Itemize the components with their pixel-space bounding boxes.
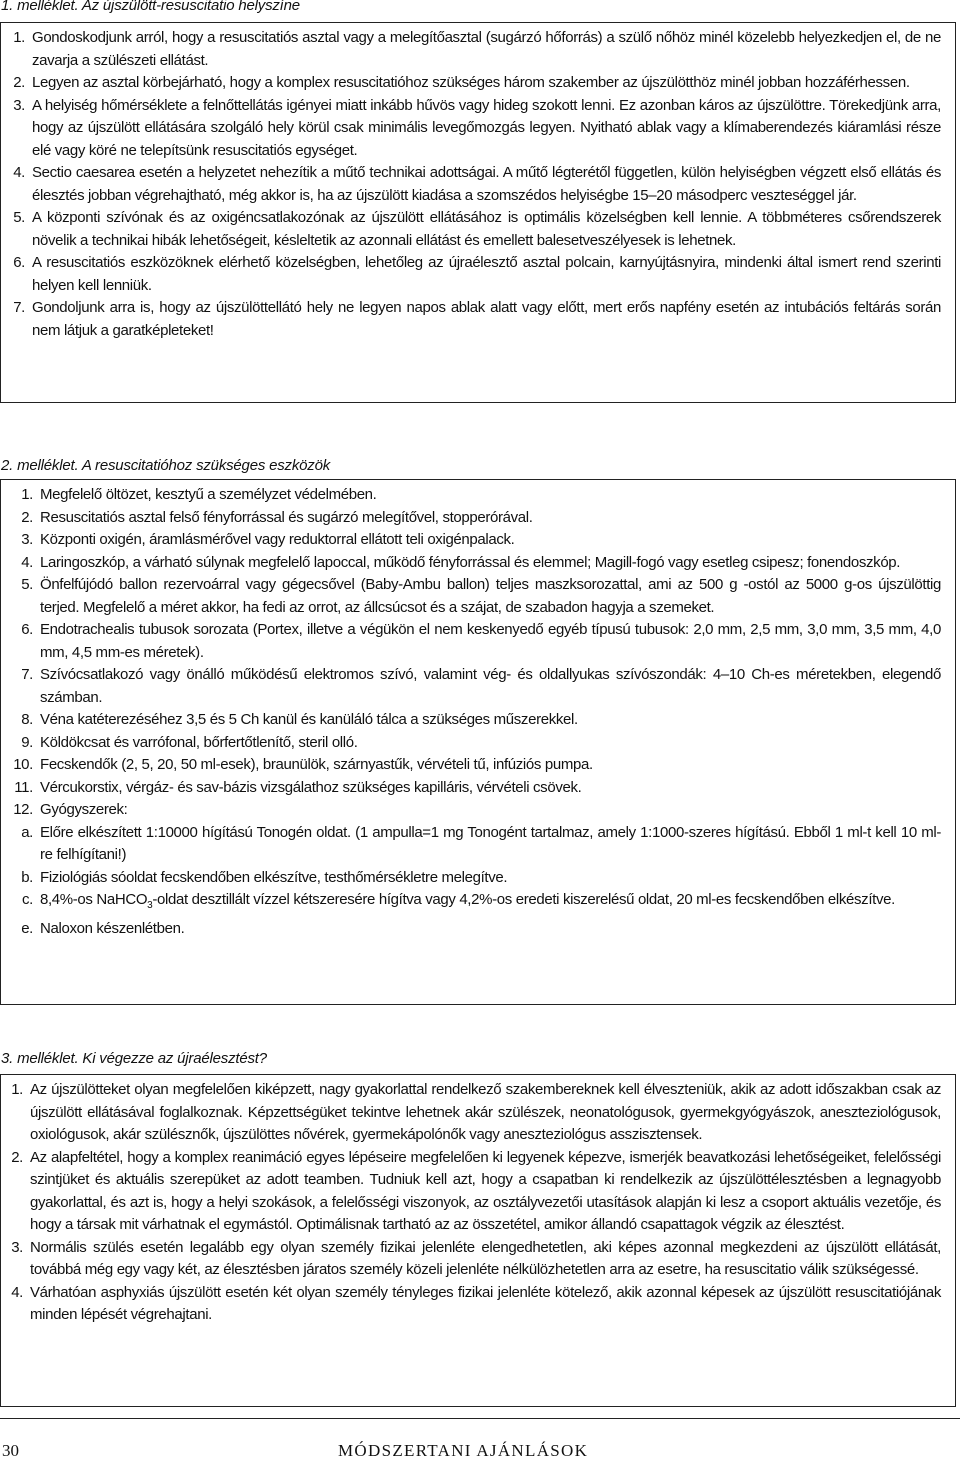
list-item	[3, 799, 941, 822]
item-number: 10.	[13, 756, 33, 773]
list-item	[3, 1237, 941, 1282]
footer-divider	[0, 1418, 960, 1419]
section2-heading: 2. melléklet. A resuscitatióhoz szükséges eszközök	[1, 457, 331, 474]
section1-heading: 1. melléklet. Az újszülött-resuscitatio helyszíne	[1, 0, 300, 14]
list-item	[3, 484, 941, 507]
item-text: A helyiség hőmérséklete a felnőttellátás igényei miatt inkább hűvös vagy hideg szokott lenni. Ez azonban káros az újszülöttre. Törekedjünk arra, hogy az újszülött ellátására szolgáló hely körül csak minimális levegőmozgás legyen. Nyitható ablak vagy a klímaberendezés kiáramlási része elé vagy köré ne telepítsünk resuscitatiós egységet.	[32, 96, 941, 159]
list-item	[3, 754, 941, 777]
item-text: Szívócsatlakozó vagy önálló működésű elektromos szívó, valamint vég- és oldallyukas szívószondák: 4–10 Ch-es méretekben, elegendő számban.	[40, 666, 941, 706]
item-text: Vércukorstix, vérgáz- és sav-bázis vizsgálathoz szükséges kapilláris, vérvételi csövek.	[40, 778, 582, 796]
item-number: 5.	[21, 576, 33, 593]
item-text: A resuscitatiós eszközöknek elérhető közelségben, lehetőleg az újraélesztő asztal polcain, karnyújtásnyira, mindenki által ismert rend szerinti helyen kell lenniük.	[32, 254, 941, 294]
list-item	[3, 918, 941, 941]
item-number: 9.	[21, 733, 33, 751]
list-item	[3, 252, 941, 297]
list-item	[3, 72, 941, 95]
item-number: 4.	[21, 553, 33, 571]
item-number: b.	[21, 868, 33, 886]
item-number: 2.	[21, 508, 33, 526]
item-text-pre: 8,4%-os NaHCO	[40, 891, 148, 908]
item-text: Önfelfújódó ballon rezervoárral vagy gégecsővel (Baby-Ambu ballon) teljes maszksorozattal, ami az 500 g -ostól az 5000 g-os újszülöttig terjed. Megfelelő a méret akkor, ha fedi az orrot, az állcsúcsot és a szájat, de szabadon hagyja a szemeket.	[40, 576, 941, 616]
page-number: 30	[2, 1441, 19, 1460]
item-text: Normális szülés esetén legalább egy olyan személy fizikai jelenléte elengedhetetlen, aki képes azonnal megkezdeni az újszülött ellátását, továbbá még egy vagy két, az élesztésben járatos személy közeli jelenléte nélkülözhetetlen arra az esetre, ha resuscitatio válik szükségessé.	[30, 1238, 941, 1278]
list-item	[3, 27, 941, 72]
list-item	[3, 507, 941, 530]
list-item	[3, 529, 941, 552]
item-number: 2.	[13, 74, 25, 91]
list-item	[3, 732, 941, 755]
item-number: 6.	[13, 254, 25, 271]
item-text: Köldökcsat és varrófonal, bőrfertőtlenítő, steril olló.	[40, 733, 358, 751]
list-item	[3, 709, 941, 732]
item-number: 1.	[11, 1081, 23, 1098]
item-text: Az újszülötteket olyan megfelelően kiképzett, nagy gyakorlattal rendelkező szakembereknek kell élveszteniük, akik az adott időszakban csak az újszülött ellátásával foglalkoznak. Képzettségüket tekintve lehetnek akár szülészek, neonatológusok, gyermekgyógyászok, aneszteziológusok, oxiológusok, akár szülésznők, újszülöttes nővérek, gyermekápolónők vagy aneszteziológus asszisztensek.	[30, 1081, 941, 1143]
item-number: c.	[22, 891, 33, 908]
item-text: Laringoszkóp, a várható súlynak megfelelő lapoccal, működő fényforrással és elemmel; Magill-fogó vagy esetleg csipesz; fonendoszkóp.	[40, 553, 901, 571]
list-item	[3, 574, 941, 619]
item-number: 3.	[11, 1238, 23, 1256]
list-item	[3, 552, 941, 575]
section3-box	[0, 1074, 956, 1407]
item-text: Fiziológiás sóoldat fecskendőben elkészítve, testhőmérsékletre melegítve.	[40, 868, 508, 886]
item-number: 11.	[14, 778, 33, 796]
item-number: 3.	[13, 96, 25, 114]
item-number: 12.	[13, 801, 33, 818]
list-item	[3, 1079, 941, 1147]
list-item	[3, 1147, 941, 1237]
item-text-post: -oldat desztillált vízzel kétszeresére hígítva vagy 4,2%-os eredeti kiszerelésű oldat, 20 ml-es fecskendőben elkészítve.	[152, 891, 895, 908]
list-item	[3, 664, 941, 709]
item-number: 6.	[21, 621, 33, 638]
section2-box	[0, 479, 956, 1005]
item-text: Legyen az asztal körbejárható, hogy a komplex resuscitatióhoz szükséges három szakember az újszülötthöz minél jobban hozzáférhessen.	[32, 74, 910, 91]
item-number: 7.	[13, 299, 25, 316]
item-number: 5.	[13, 209, 25, 226]
item-number: 7.	[21, 666, 33, 683]
list-item	[3, 162, 941, 207]
running-footer-title: MÓDSZERTANI AJÁNLÁSOK	[338, 1441, 589, 1460]
item-number: 8.	[21, 711, 33, 728]
list-item	[3, 207, 941, 252]
item-text: Megfelelő öltözet, kesztyű a személyzet védelmében.	[40, 486, 377, 503]
list-item	[3, 1282, 941, 1327]
list-item	[3, 777, 941, 800]
item-text: Gondoljunk arra is, hogy az újszülöttellátó hely ne legyen napos ablak alatt vagy előtt, mert erős napfény esetén az intubációs feltárás során nem látjuk a garatképleteket!	[32, 299, 941, 339]
list-item	[3, 619, 941, 664]
section1-box	[0, 22, 956, 403]
item-text: Resuscitatiós asztal felső fényforrással és sugárzó melegítővel, stopperórával.	[40, 508, 533, 526]
item-number: 4.	[13, 164, 25, 181]
list-item	[3, 95, 941, 163]
item-number: 4.	[11, 1283, 23, 1301]
item-text: Naloxon készenlétben.	[40, 919, 185, 937]
item-text: Sectio caesarea esetén a helyzetet nehezítik a műtő technikai adottságai. A műtő légterétől független, külön helyiségben végzett első ellátás és élesztés jobban végrehajtható, még akkor is, ha az újszülött kiadása a szomszédos helyiségbe 15–20 másodperc veszteséggel jár.	[32, 164, 941, 204]
item-number: 1.	[13, 29, 25, 46]
item-text: Fecskendők (2, 5, 20, 50 ml-esek), braunülök, szárnyastűk, vérvételi tű, infúziós pumpa.	[40, 756, 593, 773]
item-number: 1.	[21, 486, 33, 503]
item-text: Központi oxigén, áramlásmérővel vagy reduktorral ellátott teli oxigénpalack.	[40, 531, 515, 548]
list-item	[3, 889, 941, 918]
item-text: Előre elkészített 1:10000 hígítású Tonogén oldat. (1 ampulla=1 mg Tonogént tartalmaz, amely 1:1000-szeres hígítású. Ebből 1 ml-t kell 10 ml-re felhígítani!)	[40, 823, 941, 863]
list-item	[3, 822, 941, 867]
item-text	[40, 889, 941, 918]
item-text: Gyógyszerek:	[40, 801, 128, 818]
item-text: A központi szívónak és az oxigéncsatlakozónak az újszülött ellátásához is optimális közelségben kell lennie. A többméteres csőrendszerek növelik a technikai hibák lehetőségeit, késleltetik az azonnali ellátást és emellett balesetveszélyesek is lehetnek.	[32, 209, 941, 249]
section3-heading: 3. melléklet. Ki végezze az újraélesztést?	[1, 1050, 267, 1067]
item-text: Várhatóan asphyxiás újszülött esetén két olyan személy tényleges fizikai jelenléte kötelező, akik azonnal képesek az újszülött resuscitatiójának minden lépését végrehajtani.	[30, 1283, 941, 1323]
list-item	[3, 297, 941, 342]
item-text: Gondoskodjunk arról, hogy a resuscitatiós asztal vagy a melegítőasztal (sugárzó hőforrás) a szülő nőhöz minél közelebb helyezkedjen el, de ne zavarja a szülészeti ellátást.	[32, 29, 941, 69]
item-number: e.	[21, 919, 33, 937]
item-text: Endotrachealis tubusok sorozata (Portex, illetve a végükön el nem keskenyedő egyéb típusú tubusok: 2,0 mm, 2,5 mm, 3,0 mm, 3,5 mm, 4,0 mm, 4,5 mm-es méretek).	[40, 621, 941, 661]
item-text: Az alapfeltétel, hogy a komplex reanimáció egyes lépéseire megfelelően ki legyenek képezve, ismerjék beavatkozási lehetőségeiket, felelősségi szintjüket és aktuális szerepüket az adott teamben. Tudniuk kell azt, hogy a csapatban ki rendelkezik az újszülöttélesztésben a legnagyobb gyakorlattal, és azt is, hogy a helyi szokások, a felelősségi viszonyok, az osztályvezetői utasítások alapján ki lesz a csoport aktuális vezetője, és hogy a társak mit várhatnak el egymástól. Optimálisnak tartható az az összetétel, amikor állandó csapattagok végzik az élesztést.	[30, 1148, 941, 1233]
item-number: a.	[21, 823, 33, 841]
item-number: 3.	[21, 531, 33, 548]
item-text: Véna katéterezéséhez 3,5 és 5 Ch kanül és kanüláló tálca a szükséges műszerekkel.	[40, 711, 578, 728]
subscript: 3	[147, 900, 153, 911]
list-item	[3, 867, 941, 890]
item-number: 2.	[11, 1148, 23, 1166]
